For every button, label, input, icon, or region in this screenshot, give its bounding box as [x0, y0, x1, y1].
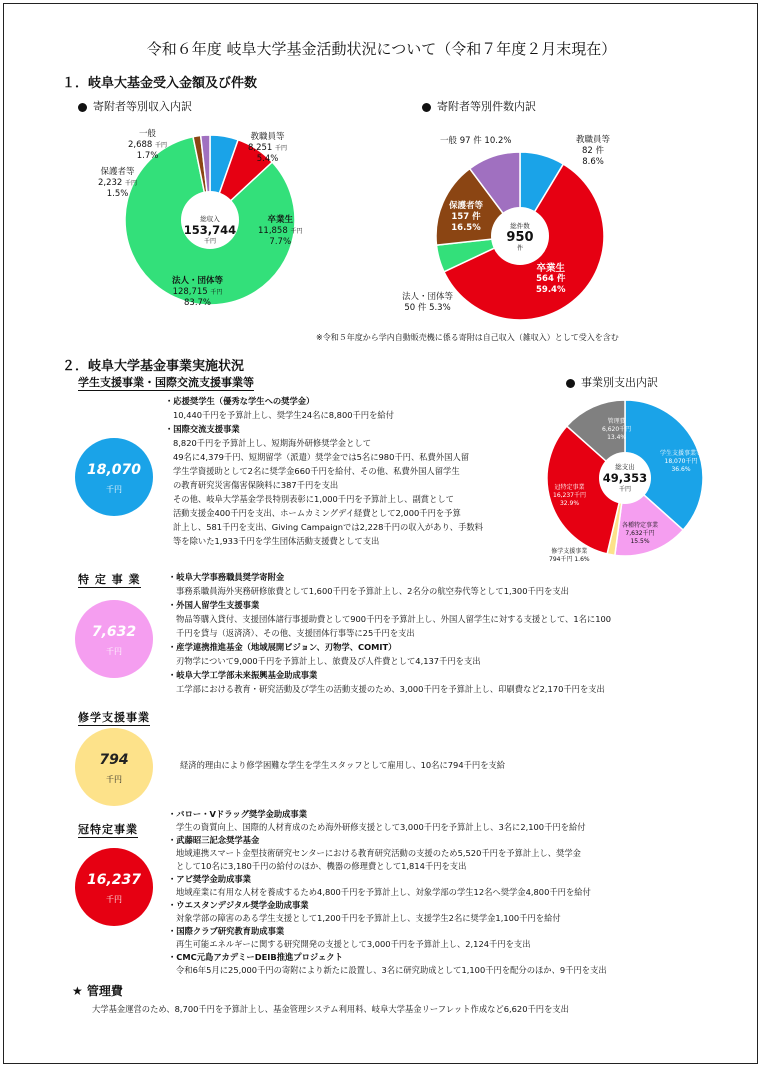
student-line-1: 10,440千円を予算計上し、奨学生24名に8,800千円を給付	[173, 410, 394, 420]
amount-center-unit: 千円	[203, 238, 216, 245]
label-value: 7,632千円	[625, 530, 655, 537]
named-bullet-1: ・バロー・Vドラッグ奨学金助成事業	[168, 809, 308, 819]
named-line-7: 令和6年5月に25,000千円の寄附により新たに設置し、3名に研究助成として1,100千円を配分のほか、9千円を支出	[176, 965, 607, 975]
label-name: 管理費	[607, 418, 626, 425]
circle-value: 18,070	[86, 462, 142, 478]
special-amount-circle	[75, 600, 153, 678]
student-line-3: 49名に4,379千円、短期留学（派遣）奨学金では5名に980千円、私費外国人留	[173, 452, 470, 462]
label-value: 50 件 5.3%	[404, 303, 451, 313]
label-pct: 1.7%	[136, 151, 159, 161]
amount-label-alumni	[258, 215, 302, 248]
section2-heading: ２．岐阜大学基金事業実施状況	[62, 359, 245, 374]
count-pie-title-text: 寄附者等別件数内訳	[437, 100, 536, 113]
amount-center-label: 総収入	[200, 215, 220, 223]
label-name: 教職員等	[576, 135, 611, 145]
count-label-alumni	[536, 263, 566, 296]
label-value: 8,251	[248, 143, 273, 153]
count-label-staff	[576, 135, 610, 168]
admin-heading: ★ 管理費	[72, 984, 123, 998]
label-value: 2,688	[128, 140, 153, 150]
named-line-1: 学生の資質向上、国際的人材育成のため海外研修支援として3,000千円を予算計上し、3名に2,100千円を給付	[176, 822, 586, 832]
label-name: 修学支援事業	[551, 548, 588, 555]
label-name: 各種特定事業	[622, 522, 659, 529]
named-bullet-4: ・ウエスタンデジタル奨学金助成事業	[168, 900, 309, 910]
label-pct: 36.6%	[671, 466, 691, 473]
label-value: 6,620千円	[602, 426, 632, 433]
expense-pie-title	[566, 374, 658, 390]
student-line-7: 活動支援金400千円を支出、ホームカミングデイ経費として2,000千円を予算	[173, 508, 461, 518]
label-value: 82 件	[581, 146, 605, 156]
label-value: 128,715	[172, 287, 208, 297]
circle-value: 794	[99, 752, 129, 768]
named-bullet-6: ・CMC元島アカデミーDEIB推進プロジェクト	[168, 952, 343, 962]
label-value: 564 件	[536, 274, 566, 284]
circle-unit: 千円	[106, 647, 122, 656]
named-bullet-2: ・武藤昭三記念奨学基金	[168, 835, 260, 845]
label-name: 保護者等	[100, 167, 135, 177]
label-unit: 千円	[125, 180, 138, 187]
amount-label-guardian	[98, 167, 137, 200]
label-name: 学生支援事業等	[660, 450, 703, 457]
student-line-4: 学生学資援助として2名に奨学金660千円を給付、その他、私費外国人留学生	[173, 466, 460, 476]
label-value: 16,237千円	[553, 492, 586, 499]
special-bullet-3: ・産学連携推進基金（地域展開ビジョン、刃物学、COMIT）	[168, 642, 397, 652]
special-bullet-1: ・岐阜大学事務職員奨学寄附金	[168, 572, 285, 582]
special-line-5: 工学部における教育・研究活動及び学生の活動支援のため、3,000千円を予算計上し、印刷費など2,170千円を支出	[176, 684, 605, 694]
label-unit: 千円	[290, 228, 303, 235]
student-line-6: その他、岐阜大学基金学長特別表彰に1,000千円を予算計上し、副賞として	[173, 494, 454, 504]
student-line-9: 等を除いた1,933千円を学生団体活動支援費として支出	[173, 536, 380, 546]
amount-pie-title	[78, 98, 192, 114]
count-center-unit: 件	[516, 245, 523, 252]
label-unit: 千円	[155, 142, 168, 149]
special-line-2: 物品等購入貸付、支援団体諸行事援助費として900千円を予算計上し、外国人留学生に対する支援として、1名に100	[176, 614, 612, 624]
expense-center-value: 49,353	[602, 471, 648, 485]
label-value: 157 件	[451, 212, 481, 222]
amount-label-staff	[248, 132, 287, 165]
bullet-icon	[78, 103, 87, 112]
expense-label-study	[549, 548, 590, 564]
special-line-3: 千円を貸与（返済済）、その他、支援団体行事等に25千円を支出	[176, 628, 415, 638]
label-unit: 千円	[210, 289, 223, 296]
label-name: 卒業生	[536, 263, 565, 274]
student-bullet-1: ・応援奨学生（優秀な学生への奨学金）	[165, 396, 315, 406]
circle-unit: 千円	[106, 485, 122, 494]
expense-label-admin	[602, 418, 631, 442]
student-bullet-2: ・国際交流支援事業	[165, 424, 240, 434]
count-label-general: 一般 97 件 10.2%	[440, 136, 512, 146]
amount-label-corp	[172, 276, 223, 309]
special-heading: 特 定 事 業	[78, 573, 141, 586]
special-line-1: 事務系職員海外実務研修旅費として1,600千円を予算計上し、2名分の航空券代等として1,300千円を支出	[176, 586, 569, 596]
label-pct: 7.7%	[269, 237, 292, 247]
expense-center-unit: 千円	[618, 486, 631, 493]
label-name: 教職員等	[250, 132, 285, 142]
circle-unit: 千円	[106, 775, 122, 784]
student-line-2: 8,820千円を予算計上し、短期海外研修奨学金として	[173, 438, 371, 448]
expense-label-special	[622, 522, 658, 546]
named-line-4: 地域産業に有用な人材を養成するため4,800千円を予算計上し、対象学部の学生12名へ奨学金4,800千円を給付	[176, 887, 591, 897]
student-text	[165, 394, 483, 548]
label-value: 794千円 1.6%	[549, 556, 590, 563]
label-value: 2,232	[98, 178, 123, 188]
page-title: 令和６年度 岐阜大学基金活動状況について（令和７年度２月末現在）	[146, 40, 617, 58]
label-name: 卒業生	[267, 215, 293, 225]
named-line-6: 再生可能エネルギーに関する研究開発の支援として3,000千円を予算計上し、2,124千円を支出	[176, 939, 531, 949]
study-amount-circle	[75, 728, 153, 806]
special-bullet-4: ・岐阜大学工学部未来振興基金助成事業	[168, 670, 318, 680]
expense-label-student	[660, 450, 702, 474]
named-line-3: として10名に3,180千円の給付のほか、機器の修理費として1,814千円を支出	[176, 861, 467, 871]
expense-label-named	[553, 484, 586, 508]
label-value: 11,858	[258, 226, 288, 236]
label-pct: 32.9%	[559, 500, 580, 507]
bullet-icon	[422, 103, 431, 112]
section1-heading: １．岐阜大基金受入金額及び件数	[62, 76, 258, 91]
label-pct: 59.4%	[536, 285, 566, 295]
amount-center-value: 153,744	[183, 223, 237, 237]
bullet-icon	[566, 379, 575, 388]
student-line-8: 計上し、581千円を支出、Giving Campaignでは2,228千円の収入があり、手数料	[173, 522, 483, 532]
receipt-note: ※令和５年度から学内自動販売機に係る寄附は自己収入（雑収入）として受入を含む	[316, 333, 619, 342]
label-name: 保護者等	[449, 201, 484, 211]
study-line-1: 経済的理由により修学困難な学生を学生スタッフとして雇用し、10名に794千円を支給	[180, 760, 506, 770]
study-heading: 修学支援事業	[78, 711, 150, 724]
count-center-label: 総件数	[510, 222, 530, 230]
label-pct: 1.5%	[106, 189, 129, 199]
label-unit: 千円	[275, 145, 288, 152]
label-name: 法人・団体等	[172, 276, 224, 286]
count-label-corp	[402, 292, 453, 314]
expense-center	[595, 462, 655, 495]
student-line-5: の教育研究災害傷害保険料に387千円を支出	[173, 480, 339, 490]
named-bullet-5: ・国際クラブ研究教育助成事業	[168, 926, 285, 936]
student-heading: 学生支援事業・国際交流支援事業等	[78, 376, 254, 389]
named-line-2: 地域連携スマート金型技術研究センターにおける教育研究活動の支援のため5,520千円を予算計上し、奨学金	[176, 848, 581, 858]
expense-center-label: 総支出	[615, 463, 635, 471]
label-pct: 16.5%	[451, 223, 481, 233]
named-amount-circle	[75, 848, 153, 926]
label-name: 法人・団体等	[402, 292, 454, 302]
label-value: 18,070千円	[664, 458, 698, 465]
special-text	[168, 570, 611, 696]
label-pct: 83.7%	[184, 298, 212, 308]
special-bullet-2: ・外国人留学生支援事業	[168, 600, 260, 610]
student-amount-circle	[75, 438, 153, 516]
count-label-guardian	[449, 201, 483, 234]
count-center-value: 950	[506, 230, 534, 245]
named-heading: 冠特定事業	[78, 823, 138, 836]
label-pct: 15.5%	[630, 538, 650, 545]
label-name: 一般	[139, 129, 157, 139]
special-line-4: 刃物学について9,000千円を予算計上し、旅費及び人件費として4,137千円を支出	[176, 656, 481, 666]
label-name: 冠特定事業	[554, 484, 585, 491]
label-pct: 13.4%	[607, 434, 627, 441]
label-pct: 8.6%	[582, 157, 604, 167]
count-center	[485, 221, 555, 254]
amount-label-general	[128, 129, 167, 162]
count-pie-title	[422, 98, 536, 114]
expense-pie-title-text: 事業別支出内訳	[581, 376, 658, 389]
label-pct: 5.4%	[256, 154, 279, 164]
amount-pie-title-text: 寄附者等別収入内訳	[93, 100, 192, 113]
circle-unit: 千円	[106, 895, 122, 904]
named-line-5: 対象学部の障害のある学生支援として1,200千円を予算計上し、支援学生2名に奨学金1,100千円を給付	[176, 913, 561, 923]
amount-center	[175, 214, 245, 247]
circle-value: 7,632	[91, 624, 137, 640]
named-bullet-3: ・アビ奨学金助成事業	[168, 874, 251, 884]
named-text	[168, 808, 607, 977]
admin-line-1: 大学基金運営のため、8,700千円を予算計上し、基金管理システム利用料、岐阜大学基金リーフレット作成など6,620千円を支出	[92, 1004, 569, 1014]
circle-value: 16,237	[86, 872, 142, 888]
